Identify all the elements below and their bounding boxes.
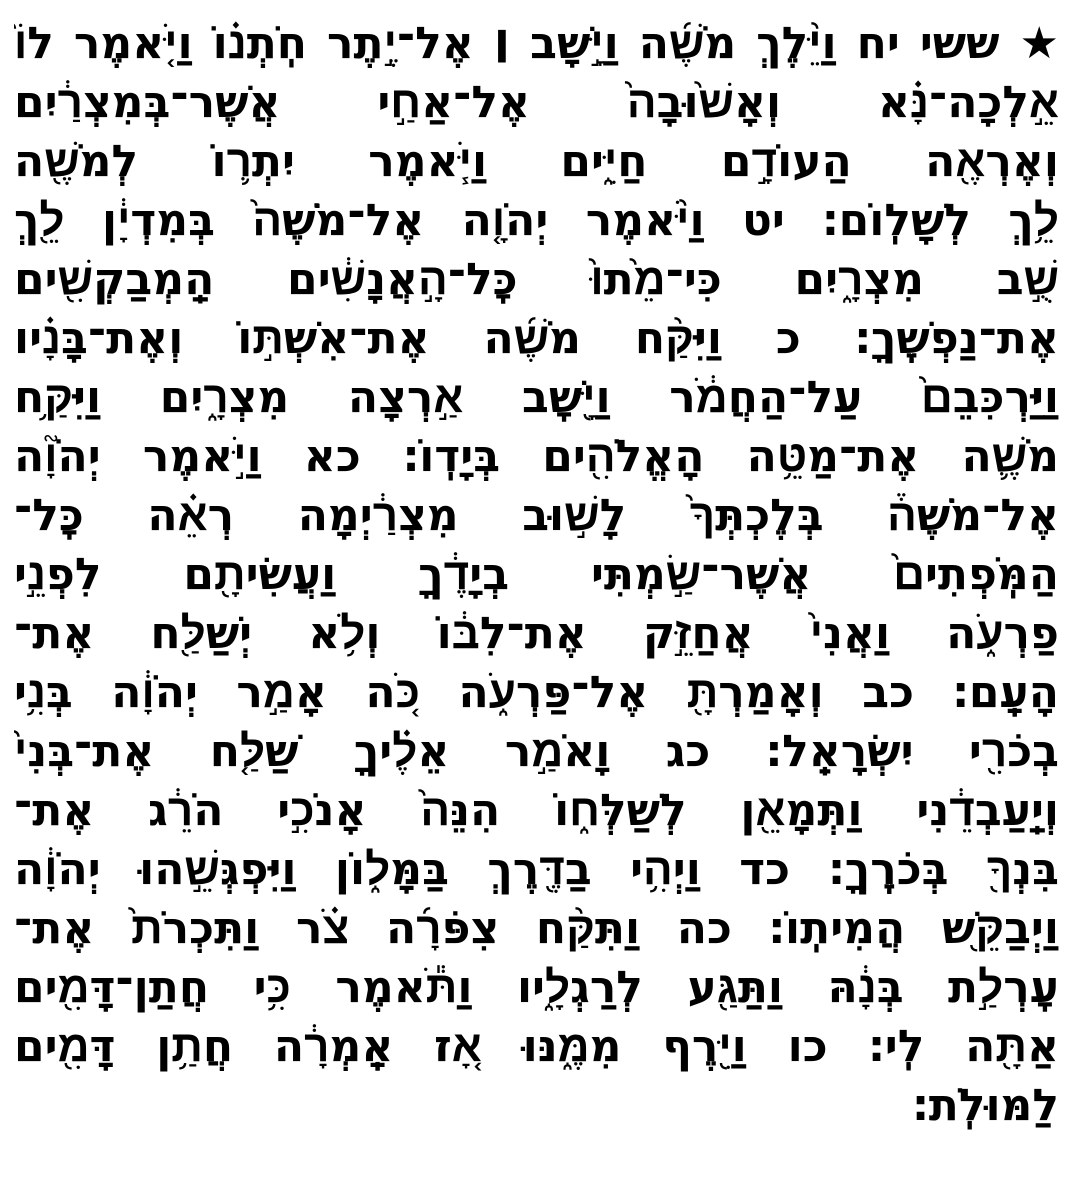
hebrew-text-block <box>14 14 1059 1135</box>
text-line: בְכֹרִ֖י יִשְׂרָאֵֽל׃ כג וָאֹמַ֣ר אֵלֶ֗יךָ שַׁלַּ֤ח אֶת־בְּנִי֙ <box>14 726 1059 777</box>
text-line: וַיְבַקֵּ֖שׁ הֲמִיתֽוֹ׃ כה וַתִּקַּ֨ח צִפֹּרָ֜ה צֹ֗ר וַתִּכְרֹת֙ אֶת־ <box>14 903 1059 954</box>
text-line: אֵ֣לְכָה־נָּ֗א וְאָשׁ֙וּבָה֙ אֶל־אַחַ֣י אֲשֶׁר־בְּמִצְרַ֔יִם <box>14 77 1059 128</box>
text-line: מֹשֶׁ֛ה אֶת־מַטֵּ֥ה הָאֱלֹהִ֖ים בְּיָדֽוֹ׃ כא וַיֹּ֣אמֶר יְהֹוָ֘ה <box>14 431 1059 482</box>
text-line: שֻׁ֣ב מִצְרָ֑יִם כִּי־מֵ֙תוּ֙ כׇּל־הָ֣אֲנָשִׁ֔ים הַֽמְבַקְשִׁ֖ים <box>14 254 1059 305</box>
text-line: עׇרְלַ֣ת בְּנָ֔הּ וַתַּגַּ֖ע לְרַגְלָ֑יו וַתֹּ֕אמֶר כִּ֥י חֲתַן־דָּמִ֖ים <box>14 962 1059 1013</box>
text-line: אַתָּ֖ה לִֽי׃ כו וַיִּ֖רֶף מִמֶּ֑נּוּ אָ֚ז אָֽמְרָ֔ה חֲתַ֥ן דָּמִ֖ים <box>14 1021 1059 1072</box>
text-line: אֶת־נַפְשֶֽׁךָ׃ כ וַיִּקַּ֨ח מֹשֶׁ֜ה אֶת־אִשְׁתּ֣וֹ וְאֶת־בָּנָ֗יו <box>14 313 1059 364</box>
text-line: לֵ֥ךְ לְשָׁלֽוֹם׃ יט וַיֹּ֨אמֶר יְהֹוָ֤ה אֶל־מֹשֶׁה֙ בְּמִדְיָ֔ן לֵ֖ךְ <box>14 195 1059 246</box>
text-line: פַרְעֹ֑ה וַאֲנִי֙ אֲחַזֵּ֣ק אֶת־לִבּ֔וֹ וְלֹ֥א יְשַׁלַּ֖ח אֶת־ <box>14 608 1059 659</box>
text-line-last: לַמּוּלֹֽת׃ <box>912 1080 1059 1131</box>
text-line: אֶל־מֹשֶׁה֒ בְּלֶכְתְּךָ֙ לָשׁ֣וּב מִצְרַ֔יְמָה רְאֵ֗ה כׇּל־ <box>14 490 1059 541</box>
text-line: ★ ששי יח וַיֵּ֨לֶךְ מֹשֶׁ֜ה וַיָּ֣שָׁב ׀ אֶל־יֶ֣תֶר חֹֽתְנ֗וֹ וַיֹּ֤אמֶר לוֹ֙ <box>14 18 1059 69</box>
text-line: וְיַֽעַבְדֵ֔נִי וַתְּמָאֵ֖ן לְשַׁלְּח֑וֹ הִנֵּה֙ אָנֹכִ֣י הֹרֵ֔ג אֶת־ <box>14 785 1059 836</box>
text-line: הַמֹּֽפְתִים֙ אֲשֶׁר־שַׂ֣מְתִּי בְיָדֶ֔ךָ וַעֲשִׂיתָ֖ם לִפְנֵ֣י <box>14 549 1059 600</box>
text-line: וַיַּרְכִּבֵם֙ עַל־הַחֲמֹ֔ר וַיָּ֖שׇׁב אַ֣רְצָה מִצְרָ֑יִם וַיִּקַּ֥ח <box>14 372 1059 423</box>
text-line: וְאֶרְאֶ֖ה הַעוֹדָ֣ם חַיִּ֑ים וַיֹּ֧אמֶר יִתְר֛וֹ לְמֹשֶׁ֖ה <box>14 136 1059 187</box>
text-line: הָעָֽם׃ כב וְאָמַרְתָּ֖ אֶל־פַּרְעֹ֑ה כֹּ֚ה אָמַ֣ר יְהֹוָ֔ה בְּנִ֥י <box>14 667 1059 718</box>
text-line: בִּנְךָ֖ בְּכֹרֶֽךָ׃ כד וַיְהִ֥י בַדֶּ֖רֶךְ בַּמָּל֑וֹן וַיִּפְגְּשֵׁ֣הוּ יְהֹוָ֔ה <box>14 844 1059 895</box>
